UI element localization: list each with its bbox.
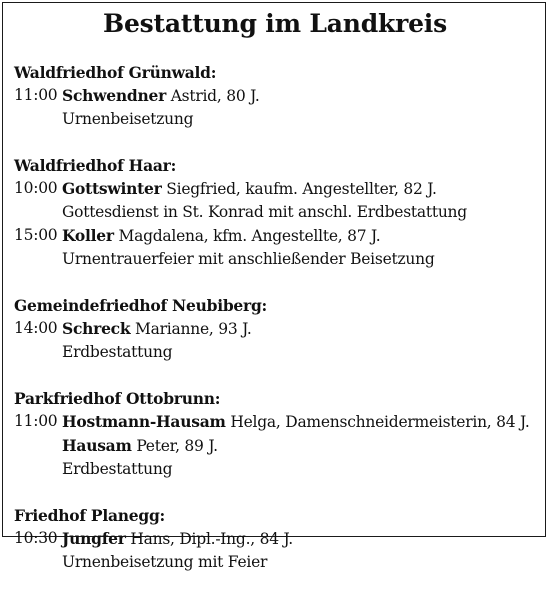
funeral-time: 11:00 xyxy=(14,412,58,430)
deceased-line xyxy=(62,177,467,201)
ceremony-type: Erdbestattung xyxy=(62,460,173,478)
ceremony-type: Urnenbeisetzung mit Feier xyxy=(62,553,268,571)
deceased-line xyxy=(62,434,530,458)
cemetery-section xyxy=(14,154,544,271)
funeral-time: 11:00 xyxy=(14,86,58,104)
funeral-entry xyxy=(14,527,544,574)
funeral-details xyxy=(62,317,252,364)
deceased-details: Marianne, 93 J. xyxy=(130,320,252,338)
deceased-details: Astrid, 80 J. xyxy=(166,87,260,105)
funeral-entry xyxy=(14,84,544,131)
deceased-details: Peter, 89 J. xyxy=(131,437,218,455)
funeral-time: 15:00 xyxy=(14,226,58,244)
deceased-surname: Koller xyxy=(62,226,114,245)
ceremony-type: Erdbestattung xyxy=(62,343,173,361)
funeral-time: 10:30 xyxy=(14,529,58,547)
ceremony-type: Urnenbeisetzung xyxy=(62,110,194,128)
funeral-details xyxy=(62,224,435,271)
deceased-details: Magdalena, kfm. Angestellte, 87 J. xyxy=(113,227,381,245)
deceased-surname: Hausam xyxy=(62,436,132,455)
deceased-details: Hans, Dipl.-Ing., 84 J. xyxy=(125,530,293,548)
deceased-surname: Gottswinter xyxy=(62,179,162,198)
funeral-entry xyxy=(14,177,544,224)
deceased-line xyxy=(62,317,252,341)
cemetery-name: Waldfriedhof Haar: xyxy=(14,156,177,175)
cemetery-name: Friedhof Planegg: xyxy=(14,506,166,525)
notice-title: Bestattung im Landkreis xyxy=(103,9,447,38)
deceased-surname: Schwendner xyxy=(62,86,167,105)
deceased-surname: Schreck xyxy=(62,319,131,338)
notice-content xyxy=(14,61,544,597)
funeral-details xyxy=(62,84,260,131)
funeral-entry xyxy=(14,224,544,271)
funeral-time: 10:00 xyxy=(14,179,58,197)
ceremony-type: Urnentrauerfeier mit anschließender Beisetzung xyxy=(62,250,435,268)
funeral-time: 14:00 xyxy=(14,319,58,337)
deceased-line xyxy=(62,84,260,108)
cemetery-name: Parkfriedhof Ottobrunn: xyxy=(14,389,221,408)
cemetery-section xyxy=(14,387,544,481)
funeral-details xyxy=(62,410,530,481)
funeral-details xyxy=(62,177,467,224)
deceased-surname: Hostmann-Hausam xyxy=(62,412,226,431)
ceremony-type: Gottesdienst in St. Konrad mit anschl. Erdbestattung xyxy=(62,203,467,221)
deceased-line xyxy=(62,410,530,434)
deceased-line xyxy=(62,527,293,551)
cemetery-section xyxy=(14,294,544,364)
funeral-entry xyxy=(14,410,544,481)
deceased-surname: Jungfer xyxy=(62,529,126,548)
cemetery-section xyxy=(14,61,544,131)
funeral-entry xyxy=(14,317,544,364)
deceased-details: Helga, Damenschneidermeisterin, 84 J. xyxy=(225,413,530,431)
cemetery-name: Gemeindefriedhof Neubiberg: xyxy=(14,296,268,315)
cemetery-name: Waldfriedhof Grünwald: xyxy=(14,63,217,82)
deceased-line xyxy=(62,224,435,248)
deceased-details: Siegfried, kaufm. Angestellter, 82 J. xyxy=(161,180,437,198)
cemetery-section xyxy=(14,504,544,574)
funeral-details xyxy=(62,527,293,574)
